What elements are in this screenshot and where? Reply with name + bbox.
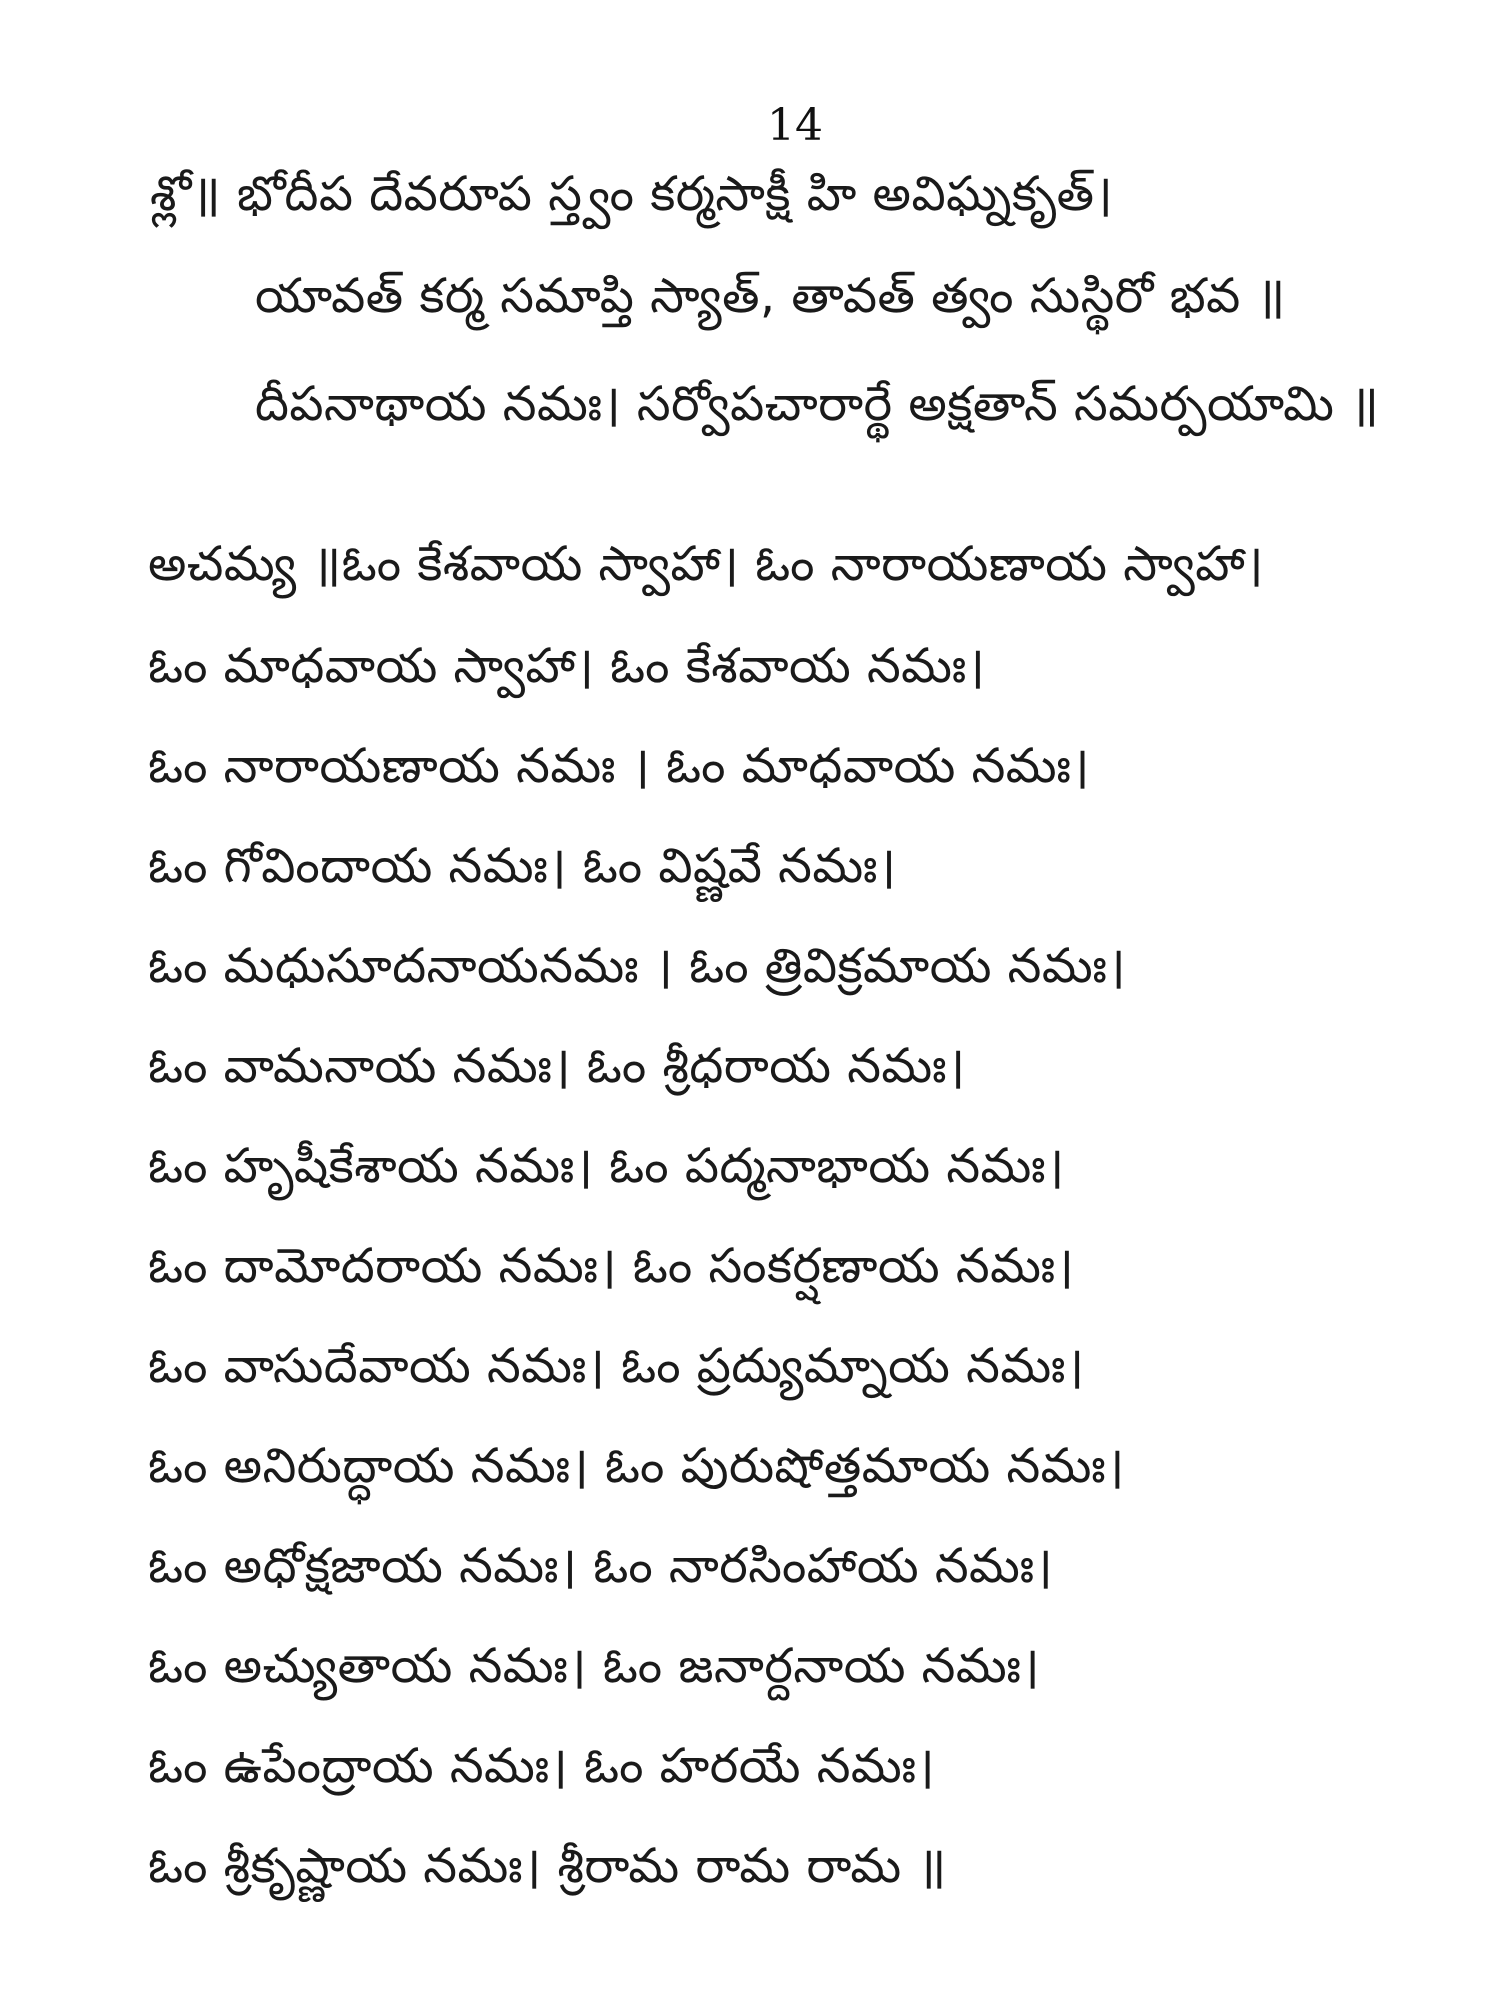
achamya-line: ఓం వాసుదేవాయ నమః। ఓం ప్రద్యుమ్నాయ నమః। — [148, 1338, 1085, 1394]
sloka-line-1: శ్లో॥ భోదీప దేవరూప స్త్వం కర్మసాక్షీ హి అవిఘ్నకృత్। — [150, 166, 1114, 222]
achamya-line: ఓం అనిరుద్ధాయ నమః। ఓం పురుషోత్తమాయ నమః। — [148, 1438, 1125, 1494]
achamya-line: ఓం హృషీకేశాయ నమః। ఓం పద్మనాభాయ నమః। — [148, 1138, 1065, 1194]
sloka-line-3: దీపనాథాయ నమః। సర్వోపచారార్థే అక్షతాన్ సమర్పయామి ॥ — [255, 376, 1380, 432]
achamya-line: ఓం మధుసూదనాయనమః । ఓం త్రివిక్రమాయ నమః। — [148, 938, 1127, 994]
achamya-line: ఓం ఉపేంద్రాయ నమః। ఓం హరయే నమః। — [148, 1738, 936, 1794]
achamya-line: ఓం అధోక్షజాయ నమః। ఓం నారసింహాయ నమః। — [148, 1538, 1054, 1594]
achamya-line: ఓం గోవిందాయ నమః। ఓం విష్ణవే నమః। — [148, 838, 897, 894]
achamya-line: ఓం మాధవాయ స్వాహా। ఓం కేశవాయ నమః। — [148, 638, 986, 694]
achamya-line: ఓం శ్రీకృష్ణాయ నమః। శ్రీరామ రామ రామ ॥ — [148, 1838, 947, 1894]
page-number: 14 — [767, 100, 823, 151]
achamya-line: ఓం నారాయణాయ నమః । ఓం మాధవాయ నమః। — [148, 738, 1090, 794]
sloka-line-2: యావత్ కర్మ సమాప్తి స్యాత్, తావత్ త్వం సుస్థిరో భవ ॥ — [255, 268, 1286, 324]
achamya-line: ఓం వామనాయ నమః। ఓం శ్రీధరాయ నమః। — [148, 1038, 966, 1094]
achamya-line: ఓం దామోదరాయ నమః। ఓం సంకర్షణాయ నమః। — [148, 1238, 1075, 1294]
achamya-line: అచమ్య ॥ఓం కేశవాయ స్వాహా। ఓం నారాయణాయ స్వాహా। — [148, 536, 1264, 592]
achamya-line: ఓం అచ్యుతాయ నమః। ఓం జనార్దనాయ నమః। — [148, 1638, 1041, 1694]
